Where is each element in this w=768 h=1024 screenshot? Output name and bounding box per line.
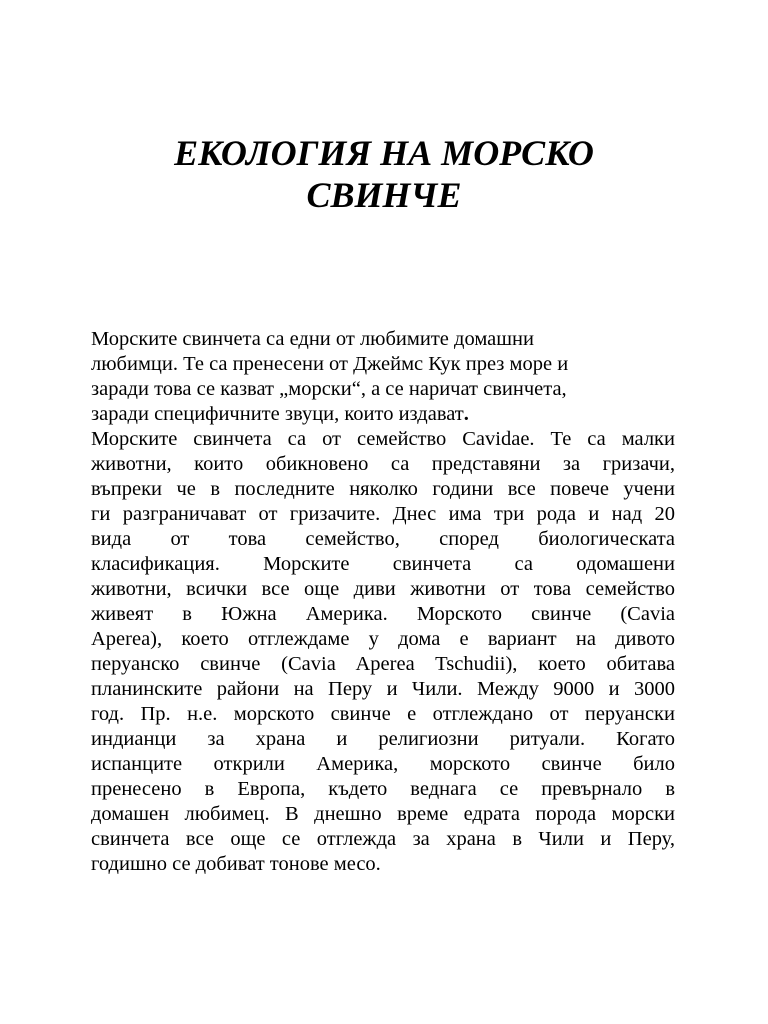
- text-line: заради специфичните звуци, които издават: [91, 403, 464, 425]
- intro-paragraph: [91, 327, 675, 427]
- text-line: заради това се казват „морски“, а се наричат свинчета,: [91, 378, 567, 400]
- text-line: животни, всички все още диви животни от това семейство: [91, 578, 675, 600]
- text-line: ги разграничават от гризачите. Днес има три рода и над 20: [91, 503, 675, 525]
- text-line: класификация. Морските свинчета са одомашени: [91, 553, 675, 575]
- text-line: перуанско свинче (Cavia Aperea Tschudii), което обитава: [91, 653, 675, 675]
- text-line: Морските свинчета са едни от любимите домашни: [91, 328, 534, 350]
- page-title: [0, 132, 768, 216]
- text-line: годишно се добиват тонове месо.: [91, 853, 381, 875]
- text-line: Морските свинчета са от семейство Cavidae. Те са малки: [91, 428, 675, 450]
- text-line: планинските райони на Перу и Чили. Между 9000 и 3000: [91, 678, 675, 700]
- article-body: [91, 327, 675, 877]
- text-line: животни, които обикновено са представяни за гризачи,: [91, 453, 675, 475]
- text-line: испанците открили Америка, морското свинче било: [91, 753, 675, 775]
- text-line: вида от това семейство, според биологическата: [91, 528, 675, 550]
- main-paragraph: [91, 427, 675, 877]
- title-line-1: ЕКОЛОГИЯ НА МОРСКО: [174, 133, 594, 173]
- text-line: домашен любимец. В днешно време едрата порода морски: [91, 803, 675, 825]
- text-line: живеят в Южна Америка. Морското свинче (Cavia: [91, 603, 675, 625]
- text-line: пренесено в Европа, където веднага се превърнало в: [91, 778, 675, 800]
- text-line: Aperea), което отглеждаме у дома е вариант на дивото: [91, 628, 675, 650]
- text-line: въпреки че в последните няколко години все повече учени: [91, 478, 675, 500]
- bold-period: .: [463, 403, 469, 425]
- text-line-with-period: [91, 402, 675, 427]
- text-line: любимци. Те са пренесени от Джеймс Кук през море и: [91, 353, 569, 375]
- text-line: год. Пр. н.е. морското свинче е отглеждано от перуански: [91, 703, 675, 725]
- title-line-2: СВИНЧЕ: [306, 175, 462, 215]
- text-line: индианци за храна и религиозни ритуали. Когато: [91, 728, 675, 750]
- text-line: свинчета все още се отглежда за храна в Чили и Перу,: [91, 828, 675, 850]
